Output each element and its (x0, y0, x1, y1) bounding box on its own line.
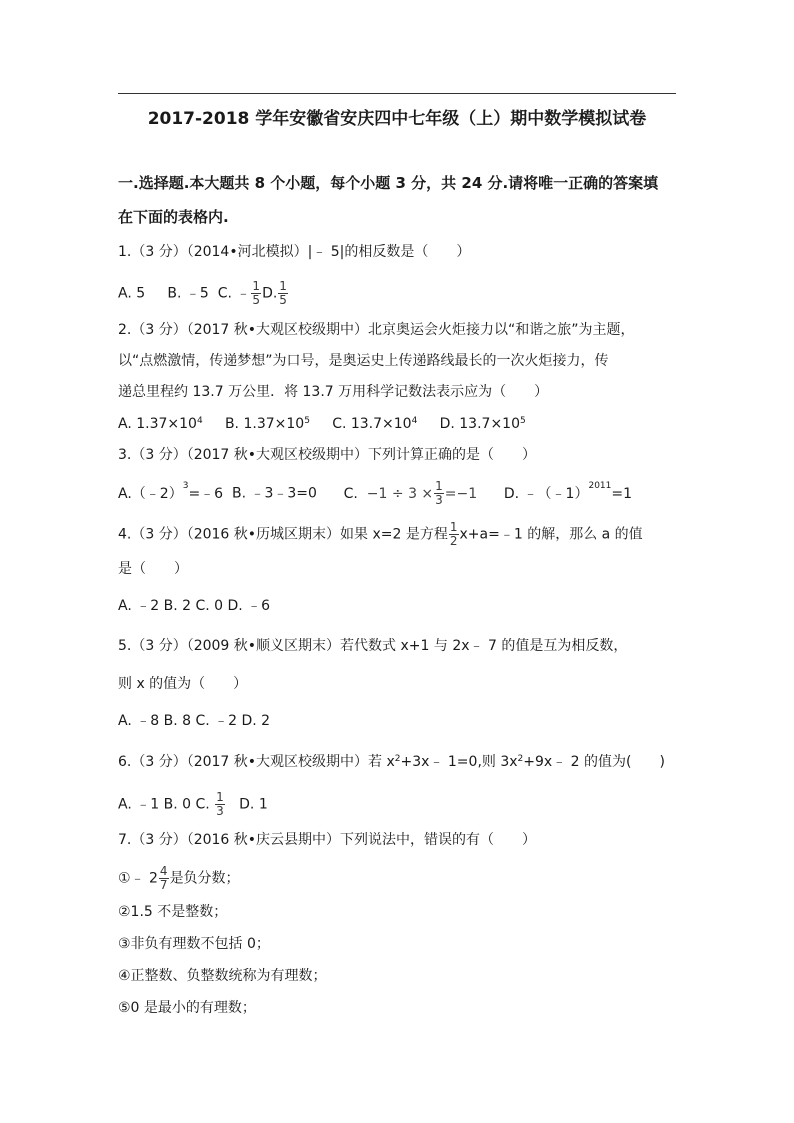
q1-option-b: B. ﹣5 (167, 285, 209, 302)
question-5-options: A. ﹣8 B. 8 C. ﹣2 D. 2 (118, 713, 271, 729)
question-1-stem: 1.（3 分）（2014•河北模拟）|﹣ 5|的相反数是（ ） (118, 244, 471, 260)
question-1-options (118, 280, 289, 307)
q3-option-d: D. ﹣（﹣1）$^{2011}$=1 (503, 481, 633, 502)
q7-statement-5: ⑤0 是最小的有理数； (118, 1000, 256, 1016)
question-3-options (118, 480, 632, 507)
section-heading-line2: 在下面的表格内. (118, 208, 229, 226)
question-6-stem: 6.（3 分）（2017 秋•大观区校级期中）若 $x^2+3x﹣$ 1=0,则 $3x^2+9x﹣$ 2 的值为( ) (118, 754, 665, 770)
q3-option-c: C. −1 ÷ 3 × $\frac{1}{3}$ =−1 (343, 479, 478, 507)
question-4-options: A. ﹣2 B. 2 C. 0 D. ﹣6 (118, 598, 271, 614)
question-5-line2: 则 x 的值为（ ） (118, 676, 248, 692)
q2-option-c: C. $13.7\times 10^4$ (332, 416, 418, 432)
q2-option-d: D. $13.7\times 10^5$ (439, 416, 526, 432)
q7-statement-1: ①﹣ 2 $\frac{4}{7}$ 是负分数； (118, 864, 240, 892)
question-3-stem: 3.（3 分）（2017 秋•大观区校级期中）下列计算正确的是（ ） (118, 447, 537, 463)
question-2-line1: 2.（3 分）（2017 秋•大观区校级期中）北京奥运会火炬接力以“和谐之旅”为主题， (118, 322, 635, 338)
question-2-line2: 以“点燃激情，传递梦想”为口号，是奥运史上传递路线最长的一次火炬接力，传 (118, 353, 609, 369)
q1-option-d: D. (262, 285, 278, 302)
page-title: 2017-2018 学年安徽省安庆四中七年级（上）期中数学模拟试卷 (147, 109, 647, 129)
q1-option-a: A. 5 (118, 285, 146, 302)
question-5-line1: 5.（3 分）（2009 秋•顺义区期末）若代数式 x+1 与 2x﹣ 7 的值是互为相反数， (118, 638, 628, 654)
section-heading-line1: 一.选择题.本大题共 8 个小题，每个小题 3 分，共 24 分.请将唯一正确的答案填 (118, 174, 659, 192)
q3-option-b: B. ﹣3﹣3=0 (231, 485, 317, 502)
q2-option-a: A. $1.37\times 10^4$ (118, 416, 203, 432)
header-rule (118, 93, 676, 94)
question-2-options (118, 415, 526, 433)
q4-fraction: $\frac{1}{2}$ (449, 520, 458, 548)
q1-option-c: C. ﹣ (217, 285, 251, 302)
q7-statement-4: ④正整数、负整数统称为有理数； (118, 968, 327, 984)
q6-option-c-fraction: $\frac{1}{3}$ (216, 790, 224, 818)
q2-option-b: B. $1.37\times 10^5$ (224, 416, 310, 432)
q1-option-c-fraction: $\frac{1}{5}$ (252, 279, 261, 307)
q3-option-a: A.（﹣2）$^3$=﹣6 (118, 481, 224, 502)
q1-option-d-fraction: $\frac{1}{5}$ (279, 279, 287, 307)
question-6-options: A. ﹣1 B. 0 C. $\frac{1}{3}$ D. 1 (118, 790, 268, 818)
question-4-line1: 4.（3 分）（2016 秋•历城区期末）如果 x=2 是方程 $\frac{1}{2}$ x+a=﹣1 的解，那么 a 的值 (118, 520, 643, 548)
q7-statement-2: ②1.5 不是整数； (118, 904, 228, 920)
question-2-line3: 递总里程约 13.7 万公里．将 13.7 万用科学记数法表示应为（ ） (118, 384, 549, 400)
question-7-stem: 7.（3 分）（2016 秋•庆云县期中）下列说法中，错误的有（ ） (118, 832, 537, 848)
question-4-line2: 是（ ） (118, 561, 188, 577)
q7-statement-3: ③非负有理数不包括 0； (118, 936, 270, 952)
